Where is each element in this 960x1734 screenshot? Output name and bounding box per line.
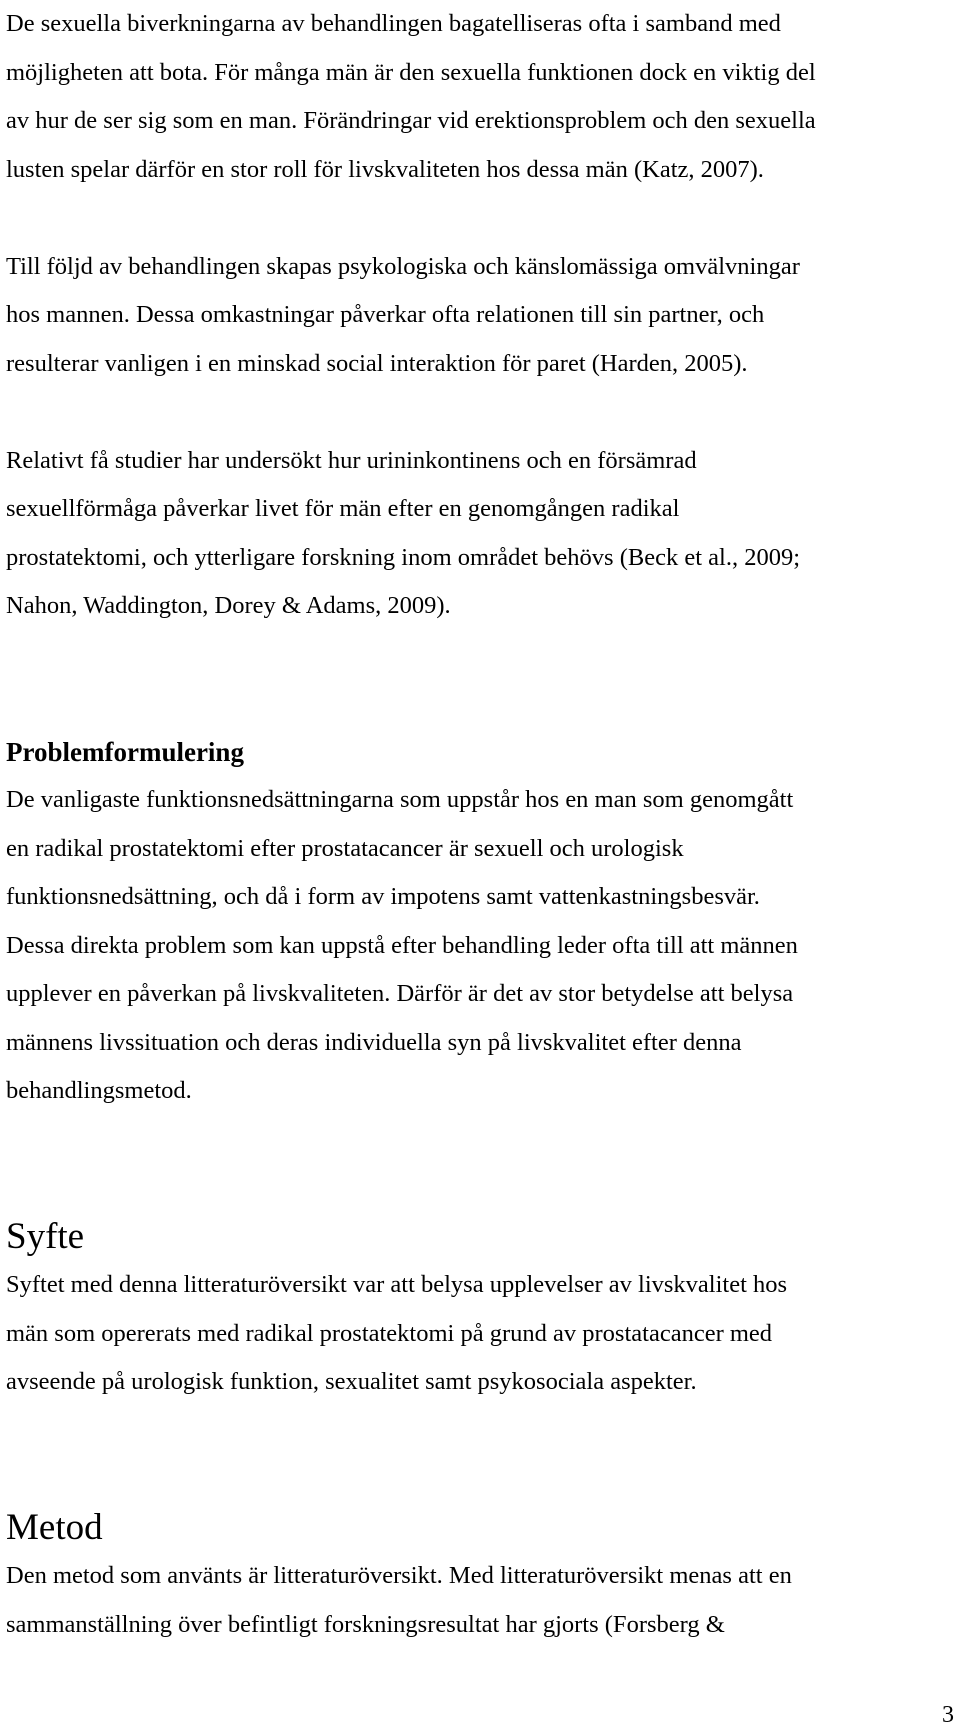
text-line: Relativt få studier har undersökt hur urininkontinens och en försämrad	[6, 446, 697, 474]
text-line: behandlingsmetod.	[6, 1077, 192, 1104]
section-heading: Problemformulering	[6, 736, 244, 767]
text-line: en radikal prostatektomi efter prostatacancer är sexuell och urologisk	[6, 834, 684, 862]
text-line: resulterar vanligen i en minskad social interaktion för paret (Harden, 2005).	[6, 349, 748, 377]
text-line: prostatektomi, och ytterligare forskning inom området behövs (Beck et al., 2009;	[6, 543, 801, 571]
text-line: hos mannen. Dessa omkastningar påverkar ofta relationen till sin partner, och	[6, 301, 765, 328]
paragraph-spacer	[6, 388, 954, 437]
text-line: Nahon, Waddington, Dorey & Adams, 2009).	[6, 592, 451, 619]
paragraph-spacer	[6, 1116, 954, 1165]
text-line: lusten spelar därför en stor roll för livskvaliteten hos dessa män (Katz, 2007).	[6, 155, 764, 183]
paragraph-spacer	[6, 1164, 954, 1213]
section-aim	[6, 1213, 954, 1407]
document-page	[6, 0, 954, 1649]
section-body	[6, 1552, 954, 1649]
paragraph-spacer	[6, 631, 954, 680]
paragraph-sexual-side-effects	[6, 0, 954, 194]
text-line: sammanställning över befintligt forskningsresultat har gjorts (Forsberg &	[6, 1610, 725, 1638]
section-body	[6, 776, 954, 1116]
text-line: Den metod som använts är litteraturöversikt. Med litteraturöversikt menas att en	[6, 1562, 792, 1589]
text-line: avseende på urologisk funktion, sexualitet samt psykosociala aspekter.	[6, 1368, 697, 1395]
paragraph-spacer	[6, 679, 954, 728]
section-method	[6, 1504, 954, 1650]
section-heading: Syfte	[6, 1215, 85, 1257]
text-line: funktionsnedsättning, och då i form av impotens samt vattenkastningsbesvär.	[6, 883, 760, 910]
section-problem-statement	[6, 728, 954, 1116]
text-line: sexuellförmåga påverkar livet för män efter en genomgången radikal	[6, 495, 680, 522]
section-heading: Metod	[6, 1506, 103, 1548]
text-line: Till följd av behandlingen skapas psykologiska och känslomässiga omvälvningar	[6, 252, 800, 280]
text-line: männens livssituation och deras individuella syn på livskvalitet efter denna	[6, 1028, 742, 1056]
paragraph-psychological-effects	[6, 243, 954, 389]
text-line: upplever en påverkan på livskvaliteten. Därför är det av stor betydelse att belysa	[6, 980, 794, 1007]
text-line: Syftet med denna litteraturöversikt var att belysa upplevelser av livskvalitet hos	[6, 1271, 788, 1298]
section-body	[6, 1261, 954, 1407]
paragraph-spacer	[6, 194, 954, 243]
page-number: 3	[942, 1702, 954, 1728]
paragraph-spacer	[6, 1407, 954, 1456]
paragraph-spacer	[6, 1455, 954, 1504]
text-line: De vanligaste funktionsnedsättningarna som uppstår hos en man som genomgått	[6, 786, 794, 813]
text-line: De sexuella biverkningarna av behandlingen bagatelliseras ofta i samband med	[6, 10, 781, 37]
paragraph-research-gap	[6, 437, 954, 631]
text-line: män som opererats med radikal prostatektomi på grund av prostatacancer med	[6, 1319, 773, 1347]
text-line: av hur de ser sig som en man. Förändringar vid erektionsproblem och den sexuella	[6, 107, 816, 134]
text-line: Dessa direkta problem som kan uppstå efter behandling leder ofta till att männen	[6, 931, 798, 959]
text-line: möjligheten att bota. För många män är den sexuella funktionen dock en viktig del	[6, 58, 816, 86]
